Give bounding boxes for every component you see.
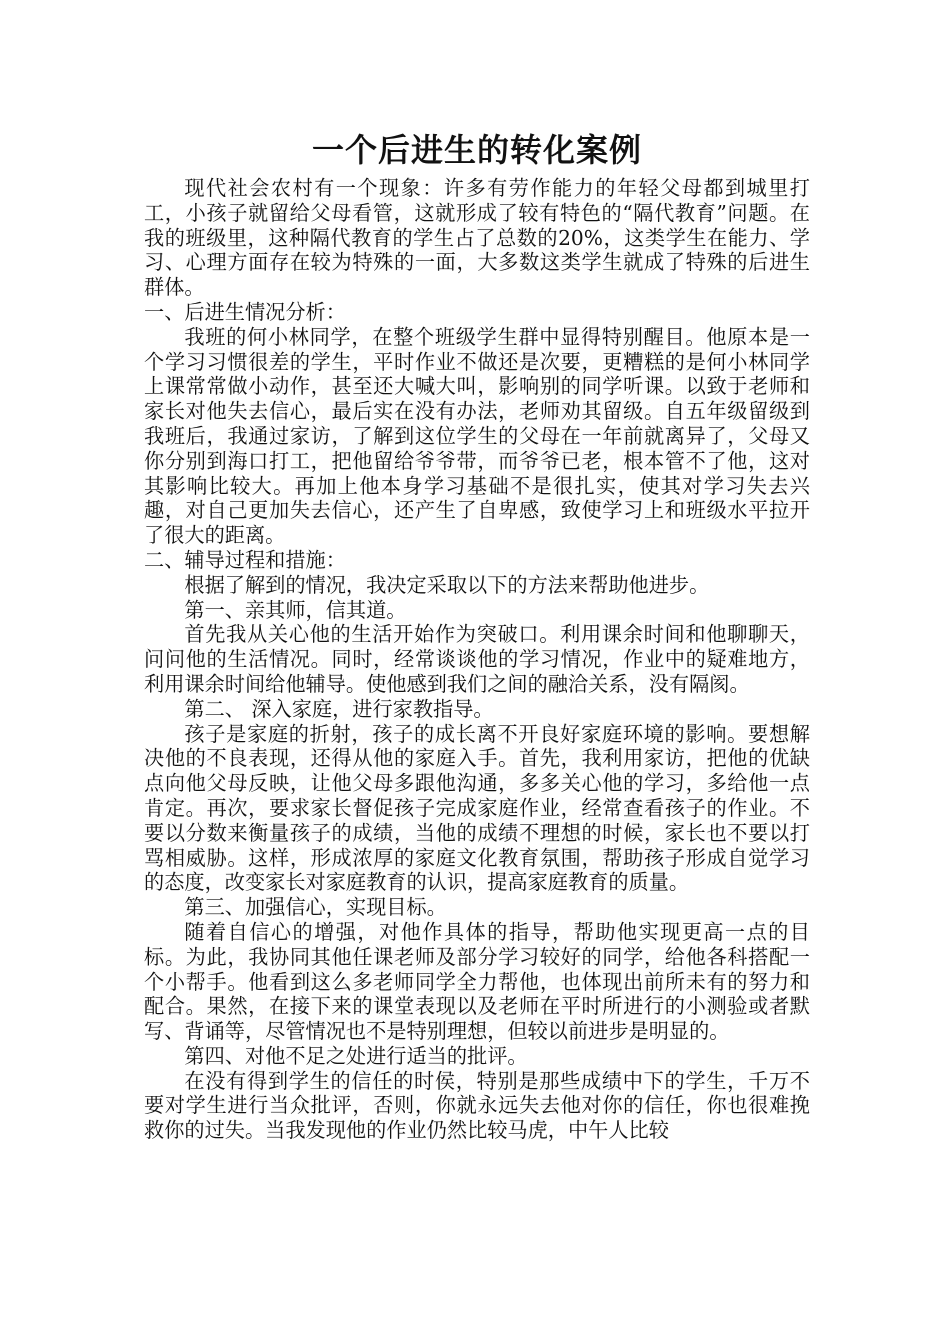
section-heading-measures: 二、辅导过程和措施： [144, 547, 346, 572]
document-title: 一个后进生的转化案例 [311, 131, 642, 169]
measure-2-heading: 第二、 深入家庭，进行家教指导。 [184, 696, 494, 721]
analysis-paragraph: 我班的何小林同学，在整个班级学生群中显得特别醒目。他原本是一个学习习惯很差的学生，平时作业不做还是次要，更糟糕的是何小林同学上课常常做小动作，甚至还大喊大叫，影响别的同学听课。以致于老师和家长对他失去信心，最后实在没有办法，老师劝其留级。自五年级留级到我班后，我通过家访，了解到这位学生的父母在一年前就离异了，父母又你分别到海口打工，把他留给爷爷带，而爷爷已老，根本管不了他，这对其影响比较大。再加上他本身学习基础不是很扎实，使其对学习失去兴趣，对自己更加失去信心，还产生了自卑感，致使学习上和班级水平拉开了很大的距离。 [144, 324, 810, 548]
document-page [144, 128, 810, 1143]
section-heading-analysis: 一、后进生情况分析： [144, 299, 346, 324]
intro-paragraph: 现代社会农村有一个现象：许多有劳作能力的年轻父母都到城里打工，小孩子就留给父母看管，这就形成了较有特色的“隔代教育”问题。在我的班级里，这种隔代教育的学生占了总数的20%，这类学生在能力、学习、心理方面存在较为特殊的一面，大多数这类学生就成了特殊的后进生群体。 [144, 176, 810, 300]
measure-1-paragraph: 首先我从关心他的生活开始作为突破口。利用课余时间和他聊聊天，问问他的生活情况。同时，经常谈谈他的学习情况，作业中的疑难地方，利用课余时间给他辅导。使他感到我们之间的融洽关系，没有隔阂。 [144, 622, 810, 696]
measure-4-paragraph: 在没有得到学生的信任的时侯，特别是那些成绩中下的学生，千万不要对学生进行当众批评，否则，你就永远失去他对你的信任，你也很难挽救你的过失。当我发现他的作业仍然比较马虎，中午人比较 [144, 1068, 810, 1143]
measure-3-paragraph: 随着自信心的增强，对他作具体的指导，帮助他实现更高一点的目标。为此，我协同其他任课老师及部分学习较好的同学，给他各科搭配一个小帮手。他看到这么多老师同学全力帮他，也体现出前所未有的努力和配合。果然，在接下来的课堂表现以及老师在平时所进行的小测验或者默写、背诵等，尽管情况也不是特别理想，但较以前进步是明显的。 [144, 919, 810, 1044]
measure-2-paragraph: 孩子是家庭的折射，孩子的成长离不开良好家庭环境的影响。要想解决他的不良表现，还得从他的家庭入手。首先，我利用家访，把他的优缺点向他父母反映，让他父母多跟他沟通，多多关心他的学习，多给他一点肯定。再次，要求家长督促孩子完成家庭作业，经常查看孩子的作业。不要以分数来衡量孩子的成绩，当他的成绩不理想的时候，家长也不要以打骂相威胁。这样，形成浓厚的家庭文化教育氛围，帮助孩子形成自觉学习的态度，改变家长对家庭教育的认识，提高家庭教育的质量。 [144, 721, 810, 895]
measure-1-heading: 第一、亲其师，信其道。 [184, 597, 407, 622]
measures-intro-paragraph: 根据了解到的情况，我决定采取以下的方法来帮助他进步。 [184, 572, 710, 597]
measure-4-heading: 第四、对他不足之处进行适当的批评。 [184, 1043, 528, 1068]
measure-3-heading: 第三、加强信心，实现目标。 [184, 895, 447, 920]
